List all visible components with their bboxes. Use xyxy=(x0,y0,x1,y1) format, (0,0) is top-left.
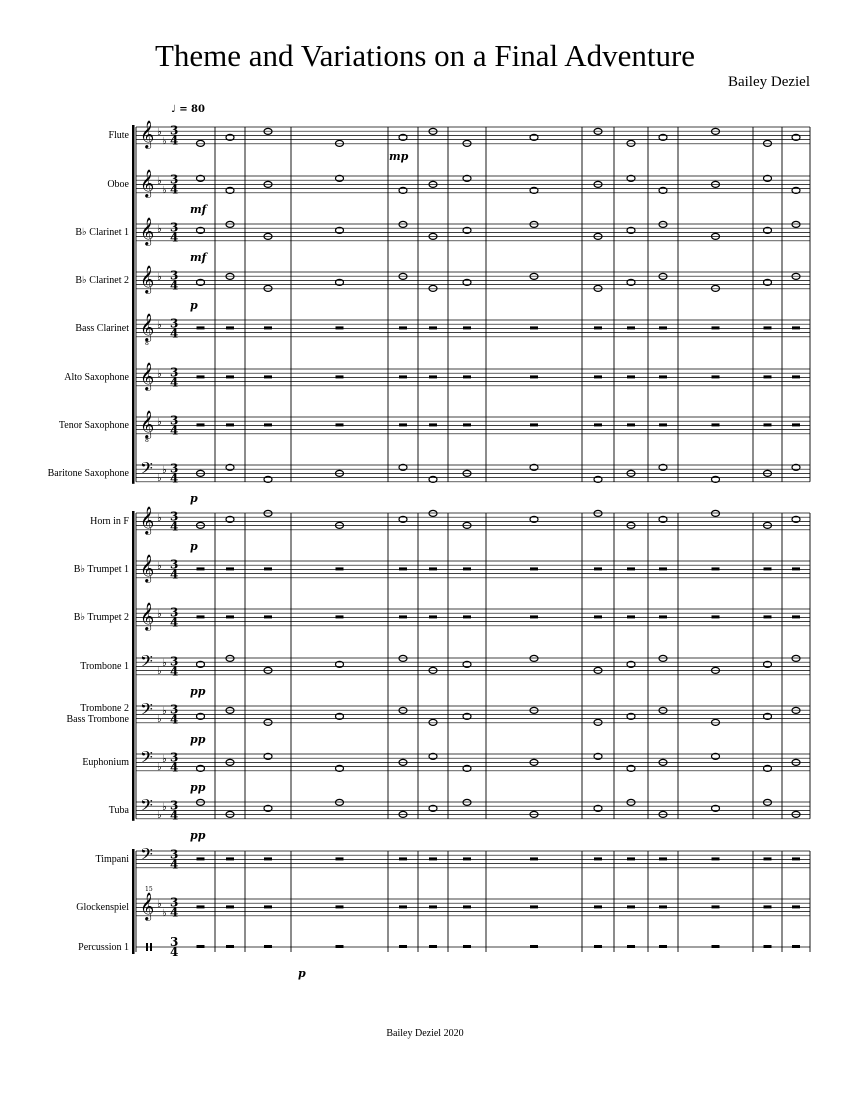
whole-rest xyxy=(712,567,720,570)
instrument-label: Tenor Saxophone xyxy=(58,419,129,431)
whole-rest xyxy=(764,326,772,329)
whole-rest xyxy=(336,567,344,570)
time-signature-denominator: 4 xyxy=(170,760,179,775)
instrument-label: Percussion 1 xyxy=(78,941,129,953)
time-signature-numerator: 3 xyxy=(170,702,179,717)
note-head xyxy=(712,285,720,291)
note-head xyxy=(627,799,635,805)
system-bracket xyxy=(132,125,135,484)
whole-rest xyxy=(712,905,720,908)
whole-rest xyxy=(197,945,205,948)
time-signature-denominator: 4 xyxy=(170,712,179,727)
whole-rest xyxy=(429,567,437,570)
note-head xyxy=(530,221,538,227)
instrument-label: B♭ Trumpet 1 xyxy=(73,563,129,575)
time-signature-numerator: 3 xyxy=(170,750,179,765)
whole-rest xyxy=(792,905,800,908)
whole-rest xyxy=(627,615,635,618)
whole-rest xyxy=(463,567,471,570)
bass-clef-icon: 𝄢 xyxy=(140,747,153,771)
whole-rest xyxy=(336,326,344,329)
note-head xyxy=(659,221,667,227)
time-signature-numerator: 3 xyxy=(170,461,179,476)
whole-rest xyxy=(336,857,344,860)
whole-rest xyxy=(594,326,602,329)
time-signature-numerator: 3 xyxy=(170,935,179,949)
flat-sign: ♭ xyxy=(162,136,167,147)
note-head xyxy=(429,719,437,725)
flat-sign: ♭ xyxy=(157,609,162,620)
whole-rest xyxy=(712,857,720,860)
note-head xyxy=(197,799,205,805)
note-head xyxy=(264,719,272,725)
time-signature-denominator: 4 xyxy=(170,905,179,920)
whole-rest xyxy=(530,905,538,908)
treble-clef-icon: 𝄞 xyxy=(140,506,155,534)
note-head xyxy=(226,655,234,661)
bass-clef-icon: 𝄢 xyxy=(140,458,153,482)
treble-clef-icon: 𝄞 xyxy=(140,554,155,582)
flat-sign: ♭ xyxy=(157,899,162,910)
whole-rest xyxy=(530,326,538,329)
whole-rest xyxy=(197,905,205,908)
flat-sign: ♭ xyxy=(157,272,162,283)
whole-rest xyxy=(764,857,772,860)
whole-rest xyxy=(264,905,272,908)
whole-rest xyxy=(399,905,407,908)
time-signature-denominator: 4 xyxy=(170,615,179,630)
dynamic-marking: mp xyxy=(389,150,409,163)
whole-rest xyxy=(429,945,437,948)
whole-rest xyxy=(336,615,344,618)
whole-rest xyxy=(712,615,720,618)
treble-clef-icon: 𝄞 xyxy=(140,265,155,293)
whole-rest xyxy=(659,423,667,426)
whole-rest xyxy=(712,375,720,378)
percussion-clef-icon xyxy=(146,943,148,951)
composer-name: Bailey Deziel xyxy=(727,74,810,90)
instrument-label: Bass Clarinet xyxy=(75,322,129,334)
whole-rest xyxy=(792,857,800,860)
dynamic-marking: p xyxy=(190,299,198,312)
whole-rest xyxy=(399,615,407,618)
time-signature-numerator: 3 xyxy=(170,220,179,235)
system-bracket xyxy=(132,511,135,821)
octave-mark: 8 xyxy=(145,340,149,347)
flat-sign: ♭ xyxy=(162,908,167,919)
whole-rest xyxy=(712,423,720,426)
dynamic-marking: p xyxy=(298,967,306,980)
whole-rest xyxy=(627,375,635,378)
whole-rest xyxy=(659,326,667,329)
instrument-label: Oboe xyxy=(107,178,129,190)
flat-sign: ♭ xyxy=(162,802,167,813)
whole-rest xyxy=(792,615,800,618)
note-head xyxy=(712,719,720,725)
whole-rest xyxy=(429,905,437,908)
time-signature-denominator: 4 xyxy=(170,230,179,245)
system-bracket xyxy=(132,849,135,954)
time-signature-numerator: 3 xyxy=(170,605,179,620)
dynamic-marking: pp xyxy=(190,829,206,842)
whole-rest xyxy=(399,326,407,329)
time-signature-denominator: 4 xyxy=(170,278,179,293)
whole-rest xyxy=(627,326,635,329)
whole-rest xyxy=(594,945,602,948)
flat-sign: ♭ xyxy=(157,666,162,677)
instrument-label: Tuba xyxy=(108,804,129,816)
whole-rest xyxy=(226,615,234,618)
whole-rest xyxy=(627,423,635,426)
whole-rest xyxy=(530,615,538,618)
whole-rest xyxy=(399,567,407,570)
note-head xyxy=(429,510,437,516)
whole-rest xyxy=(429,615,437,618)
whole-rest xyxy=(336,423,344,426)
note-head xyxy=(764,140,772,146)
whole-rest xyxy=(399,423,407,426)
note-head xyxy=(399,655,407,661)
time-signature-denominator: 4 xyxy=(170,375,179,390)
whole-rest xyxy=(530,567,538,570)
whole-rest xyxy=(226,905,234,908)
note-head xyxy=(792,655,800,661)
whole-rest xyxy=(594,905,602,908)
flat-sign: ♭ xyxy=(162,465,167,476)
whole-rest xyxy=(764,945,772,948)
time-signature-denominator: 4 xyxy=(170,133,179,148)
flat-sign: ♭ xyxy=(157,320,162,331)
copyright-footer: Bailey Deziel 2020 xyxy=(386,1028,464,1039)
note-head xyxy=(336,140,344,146)
octave-mark: 15 xyxy=(145,886,153,893)
note-head xyxy=(336,799,344,805)
instrument-label: Alto Saxophone xyxy=(64,371,129,383)
note-head xyxy=(399,221,407,227)
treble-clef-icon: 𝄞 xyxy=(140,169,155,197)
whole-rest xyxy=(463,857,471,860)
time-signature-denominator: 4 xyxy=(170,182,179,197)
flat-sign: ♭ xyxy=(157,561,162,572)
whole-rest xyxy=(197,615,205,618)
whole-rest xyxy=(463,375,471,378)
whole-rest xyxy=(627,567,635,570)
instrument-label: Timpani xyxy=(95,853,129,865)
whole-rest xyxy=(226,567,234,570)
whole-rest xyxy=(530,423,538,426)
whole-rest xyxy=(594,423,602,426)
flat-sign: ♭ xyxy=(162,658,167,669)
dynamic-marking: mf xyxy=(190,203,207,216)
whole-rest xyxy=(226,375,234,378)
whole-rest xyxy=(659,945,667,948)
instrument-label: B♭ Clarinet 2 xyxy=(75,274,129,286)
whole-rest xyxy=(429,857,437,860)
whole-rest xyxy=(226,945,234,948)
whole-rest xyxy=(264,615,272,618)
whole-rest xyxy=(792,567,800,570)
whole-rest xyxy=(594,375,602,378)
whole-rest xyxy=(264,567,272,570)
note-head xyxy=(429,285,437,291)
whole-rest xyxy=(197,326,205,329)
note-head xyxy=(627,140,635,146)
whole-rest xyxy=(336,945,344,948)
note-head xyxy=(463,140,471,146)
whole-rest xyxy=(264,945,272,948)
instrument-label: Flute xyxy=(108,129,129,141)
treble-clef-icon: 𝄞 xyxy=(140,313,155,341)
treble-clef-icon: 𝄞 xyxy=(140,602,155,630)
note-head xyxy=(530,655,538,661)
note-head xyxy=(226,221,234,227)
whole-rest xyxy=(659,857,667,860)
whole-rest xyxy=(399,945,407,948)
whole-rest xyxy=(264,423,272,426)
whole-rest xyxy=(792,945,800,948)
whole-rest xyxy=(463,615,471,618)
bass-clef-icon: 𝄢 xyxy=(140,699,153,723)
whole-rest xyxy=(336,375,344,378)
note-head xyxy=(594,285,602,291)
note-head xyxy=(659,655,667,661)
time-signature-denominator: 4 xyxy=(170,471,179,486)
whole-rest xyxy=(226,423,234,426)
whole-rest xyxy=(659,567,667,570)
whole-rest xyxy=(530,945,538,948)
time-signature-numerator: 3 xyxy=(170,798,179,813)
score-title: Theme and Variations on a Final Adventure xyxy=(154,38,696,73)
whole-rest xyxy=(659,905,667,908)
whole-rest xyxy=(627,857,635,860)
whole-rest xyxy=(792,326,800,329)
note-head xyxy=(712,510,720,516)
whole-rest xyxy=(264,375,272,378)
instrument-label: Trombone 2 Bass Trombone xyxy=(66,703,129,726)
time-signature-denominator: 4 xyxy=(170,664,179,679)
flat-sign: ♭ xyxy=(157,762,162,773)
note-head xyxy=(764,799,772,805)
time-signature-numerator: 3 xyxy=(170,316,179,331)
note-head xyxy=(264,510,272,516)
time-signature-numerator: 3 xyxy=(170,509,179,524)
whole-rest xyxy=(764,375,772,378)
time-signature-numerator: 3 xyxy=(170,895,179,910)
flat-sign: ♭ xyxy=(157,417,162,428)
tempo-marking: ♩ = 80 xyxy=(171,104,205,115)
whole-rest xyxy=(226,857,234,860)
whole-rest xyxy=(197,567,205,570)
dynamic-marking: pp xyxy=(190,781,206,794)
time-signature-numerator: 3 xyxy=(170,365,179,380)
treble-clef-icon: 𝄞 xyxy=(140,217,155,245)
time-signature-denominator: 4 xyxy=(170,519,179,534)
flat-sign: ♭ xyxy=(157,369,162,380)
whole-rest xyxy=(197,375,205,378)
whole-rest xyxy=(463,905,471,908)
time-signature-denominator: 4 xyxy=(170,945,179,959)
time-signature-denominator: 4 xyxy=(170,857,179,872)
whole-rest xyxy=(463,945,471,948)
time-signature-denominator: 4 xyxy=(170,423,179,438)
time-signature-denominator: 4 xyxy=(170,808,179,823)
instrument-label: B♭ Trumpet 2 xyxy=(73,611,129,623)
instrument-label: Trombone 1 xyxy=(80,660,129,672)
whole-rest xyxy=(197,423,205,426)
whole-rest xyxy=(429,326,437,329)
bass-clef-icon: 𝄢 xyxy=(140,795,153,819)
whole-rest xyxy=(530,375,538,378)
whole-rest xyxy=(463,423,471,426)
flat-sign: ♭ xyxy=(157,473,162,484)
treble-clef-icon: 𝄞 xyxy=(140,120,155,148)
whole-rest xyxy=(429,423,437,426)
dynamic-marking: pp xyxy=(190,733,206,746)
whole-rest xyxy=(792,423,800,426)
flat-sign: ♭ xyxy=(162,706,167,717)
time-signature-denominator: 4 xyxy=(170,326,179,341)
flat-sign: ♭ xyxy=(162,185,167,196)
time-signature-numerator: 3 xyxy=(170,413,179,428)
whole-rest xyxy=(792,375,800,378)
whole-rest xyxy=(399,375,407,378)
dynamic-marking: mf xyxy=(190,251,207,264)
whole-rest xyxy=(594,615,602,618)
time-signature-numerator: 3 xyxy=(170,123,179,138)
whole-rest xyxy=(530,857,538,860)
whole-rest xyxy=(712,945,720,948)
instrument-label: Glockenspiel xyxy=(76,901,129,913)
whole-rest xyxy=(594,857,602,860)
flat-sign: ♭ xyxy=(162,754,167,765)
flat-sign: ♭ xyxy=(157,810,162,821)
note-head xyxy=(197,140,205,146)
whole-rest xyxy=(226,326,234,329)
whole-rest xyxy=(764,615,772,618)
whole-rest xyxy=(264,326,272,329)
note-head xyxy=(463,799,471,805)
dynamic-marking: pp xyxy=(190,685,206,698)
instrument-label: Euphonium xyxy=(82,756,129,768)
treble-clef-icon: 𝄞 xyxy=(140,892,155,920)
whole-rest xyxy=(764,905,772,908)
time-signature-numerator: 3 xyxy=(170,557,179,572)
whole-rest xyxy=(399,857,407,860)
instrument-label: Baritone Saxophone xyxy=(47,467,129,479)
whole-rest xyxy=(264,857,272,860)
whole-rest xyxy=(659,375,667,378)
whole-rest xyxy=(463,326,471,329)
whole-rest xyxy=(712,326,720,329)
whole-rest xyxy=(659,615,667,618)
dynamic-marking: p xyxy=(190,540,198,553)
whole-rest xyxy=(429,375,437,378)
note-head xyxy=(264,285,272,291)
note-head xyxy=(594,510,602,516)
flat-sign: ♭ xyxy=(157,127,162,138)
whole-rest xyxy=(197,857,205,860)
whole-rest xyxy=(594,567,602,570)
bass-clef-icon: 𝄢 xyxy=(140,844,153,868)
bass-clef-icon: 𝄢 xyxy=(140,651,153,675)
time-signature-numerator: 3 xyxy=(170,172,179,187)
flat-sign: ♭ xyxy=(157,176,162,187)
time-signature-numerator: 3 xyxy=(170,654,179,669)
time-signature-numerator: 3 xyxy=(170,268,179,283)
note-head xyxy=(792,221,800,227)
note-head xyxy=(594,719,602,725)
whole-rest xyxy=(336,905,344,908)
whole-rest xyxy=(764,567,772,570)
flat-sign: ♭ xyxy=(157,714,162,725)
flat-sign: ♭ xyxy=(157,513,162,524)
treble-clef-icon: 𝄞 xyxy=(140,410,155,438)
flat-sign: ♭ xyxy=(157,224,162,235)
time-signature-numerator: 3 xyxy=(170,847,179,862)
octave-mark: 8 xyxy=(145,437,149,444)
time-signature-denominator: 4 xyxy=(170,567,179,582)
instrument-label: Horn in F xyxy=(90,515,129,527)
whole-rest xyxy=(627,905,635,908)
whole-rest xyxy=(627,945,635,948)
treble-clef-icon: 𝄞 xyxy=(140,362,155,390)
percussion-clef-icon xyxy=(150,943,152,951)
instrument-label: B♭ Clarinet 1 xyxy=(75,226,129,238)
dynamic-marking: p xyxy=(190,492,198,505)
whole-rest xyxy=(764,423,772,426)
